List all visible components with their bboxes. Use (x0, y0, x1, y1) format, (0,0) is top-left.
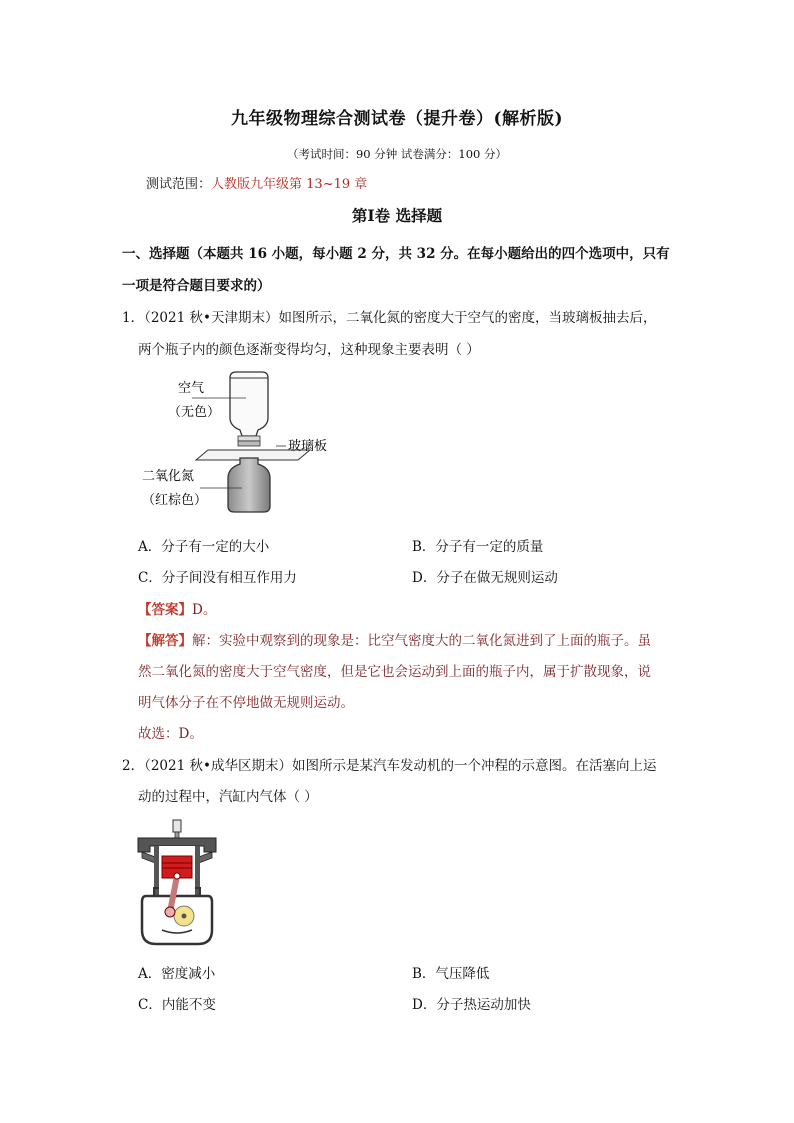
analysis-label: 【解答】 (138, 633, 192, 649)
q2-engine-figure (132, 818, 222, 950)
answer-value: D。 (192, 602, 217, 618)
q1-answer (138, 598, 216, 618)
q2-stem-line2: 动的过程中，汽缸内气体（ ） (138, 789, 318, 805)
q1-analysis-line1 (138, 629, 651, 649)
test-range-value: 人教版九年级第 13~19 章 (211, 177, 368, 192)
q2-option-a[interactable]: A．密度减小 (138, 966, 216, 982)
q1-stem-line2: 两个瓶子内的颜色逐渐变得均匀，这种现象主要表明（ ） (138, 342, 480, 358)
q1-diffusion-figure (138, 368, 358, 518)
test-range-label: 测试范围： (146, 177, 212, 192)
page-title: 九年级物理综合测试卷（提升卷）(解析版) (230, 109, 564, 129)
q1-option-b[interactable]: B．分子有一定的质量 (412, 539, 544, 555)
q2-option-c[interactable]: C．内能不变 (138, 997, 216, 1013)
test-range (146, 173, 367, 192)
q1-option-c[interactable]: C．分子间没有相互作用力 (138, 570, 297, 586)
label-no2: 二氧化氮 (142, 469, 195, 484)
q1-stem-line1: 1．（2021 秋•天津期末）如图所示，二氧化氮的密度大于空气的密度，当玻璃板抽去后， (122, 310, 657, 326)
exam-info: （考试时间：90 分钟 试卷满分：100 分） (286, 147, 508, 161)
label-glass-plate: 玻璃板 (288, 439, 328, 454)
answer-label: 【答案】 (138, 602, 192, 618)
q2-stem-line1: 2．（2021 秋•成华区期末）如图所示是某汽车发动机的一个冲程的示意图。在活塞向上运 (122, 758, 657, 774)
q1-analysis-line3: 明气体分子在不停地做无规则运动。 (138, 695, 354, 711)
q1-option-a[interactable]: A．分子有一定的大小 (138, 539, 270, 555)
label-air-color: （无色） (168, 405, 221, 420)
part-one-instructions-line2: 一项是符合题目要求的） (122, 278, 271, 294)
q2-option-b[interactable]: B．气压降低 (412, 966, 490, 982)
label-no2-color: （红棕色） (142, 493, 208, 508)
q1-option-d[interactable]: D．分子在做无规则运动 (412, 570, 558, 586)
part-one-instructions-line1: 一、选择题（本题共 16 小题，每小题 2 分，共 32 分。在每小题给出的四个选项中，只有 (122, 246, 670, 262)
analysis-text-1: 解：实验中观察到的现象是：比空气密度大的二氧化氮进到了上面的瓶子。虽 (192, 633, 651, 649)
q1-choose: 故选：D。 (138, 726, 203, 742)
section-title: 第Ⅰ卷 选择题 (351, 206, 443, 225)
label-air: 空气 (178, 381, 205, 396)
q2-option-d[interactable]: D．分子热运动加快 (412, 997, 531, 1013)
q1-analysis-line2: 然二氧化氮的密度大于空气密度，但是它也会运动到上面的瓶子内，属于扩散现象，说 (138, 664, 651, 680)
